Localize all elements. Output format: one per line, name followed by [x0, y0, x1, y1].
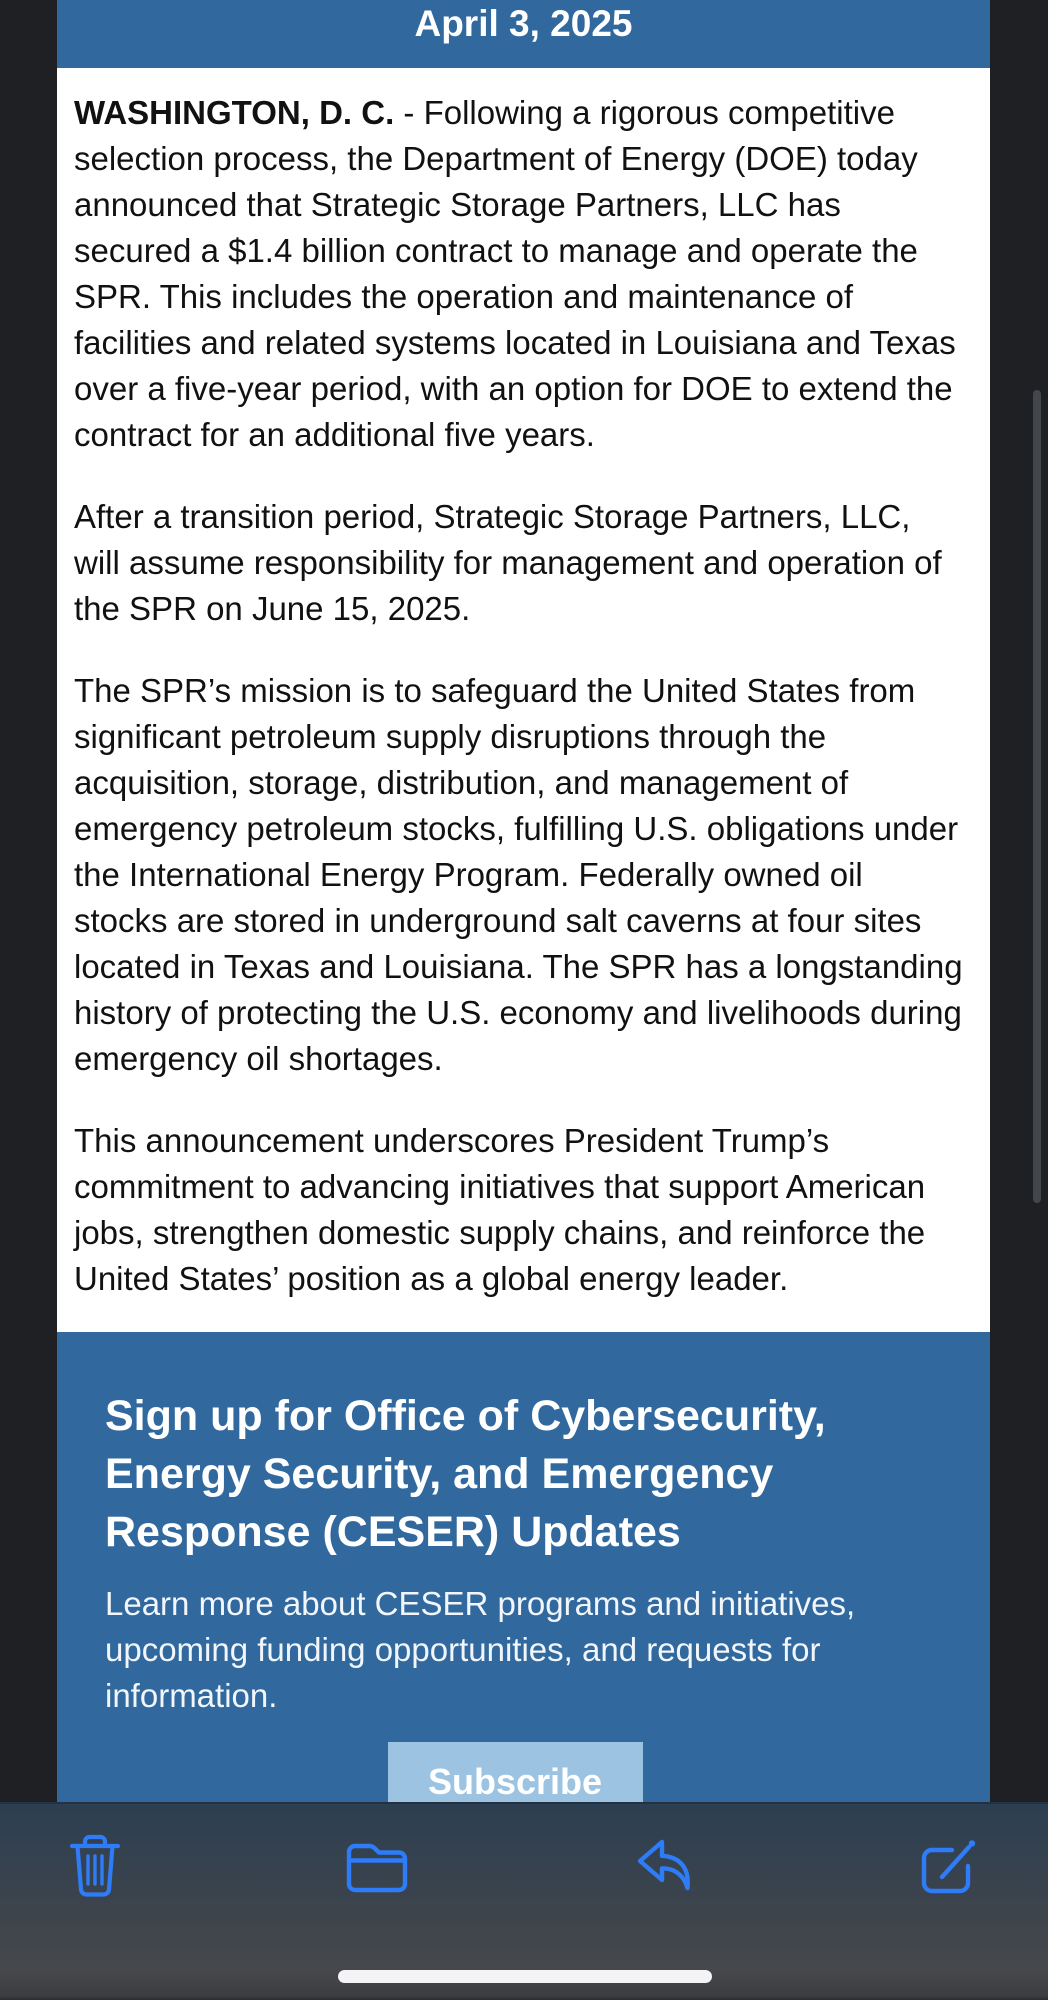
compose-icon [916, 1833, 982, 1899]
compose-button[interactable] [914, 1831, 984, 1901]
home-indicator[interactable] [338, 1970, 712, 1983]
ceser-signup-section [57, 1332, 990, 1802]
folder-icon [345, 1836, 409, 1896]
email-date: April 3, 2025 [414, 3, 633, 44]
trash-icon [66, 1833, 124, 1899]
scrollbar[interactable] [1033, 390, 1041, 1203]
paragraph-commitment: This announcement underscores President Trump’s commitment to advancing initiatives that support American jobs, strengthen domestic supply chains, and reinforce the United States’ position as a global energy leader. [74, 1122, 926, 1297]
paragraph-announcement-text: - Following a rigorous competitive selection process, the Department of Energy (DOE) today announced that Strategic Storage Partners, LLC has secured a $1.4 billion contract to manage and operate the SPR. This includes the operation and maintenance of facilities and related systems located in Louisiana and Texas over a five-year period, with an option for DOE to extend the contract for an additional five years. [74, 94, 956, 453]
email-body [57, 68, 990, 1332]
reply-icon [633, 1836, 695, 1896]
reply-button[interactable] [629, 1831, 699, 1901]
delete-button[interactable] [60, 1831, 130, 1901]
move-to-folder-button[interactable] [342, 1831, 412, 1901]
dateline: WASHINGTON, D. C. [74, 94, 395, 131]
email-date-banner [57, 0, 990, 68]
email-content [57, 0, 990, 1802]
subscribe-button[interactable]: Subscribe [388, 1742, 643, 1802]
mail-toolbar [0, 1802, 1048, 2000]
ceser-signup-description: Learn more about CESER programs and initiatives, upcoming funding opportunities, and requests for information. [105, 1585, 856, 1714]
paragraph-announcement [74, 90, 964, 458]
ceser-signup-heading: Sign up for Office of Cybersecurity, Energy Security, and Emergency Response (CESER) Updates [105, 1392, 826, 1556]
paragraph-mission: The SPR’s mission is to safeguard the United States from significant petroleum supply disruptions through the acquisition, storage, distribution, and management of emergency petroleum stocks, fulfilling U.S. obligations under the International Energy Program. Federally owned oil stocks are stored in underground salt caverns at four sites located in Texas and Louisiana. The SPR has a longstanding history of protecting the U.S. economy and livelihoods during emergency oil shortages. [74, 672, 963, 1077]
paragraph-transition: After a transition period, Strategic Storage Partners, LLC, will assume responsibility for management and operation of the SPR on June 15, 2025. [74, 498, 942, 627]
